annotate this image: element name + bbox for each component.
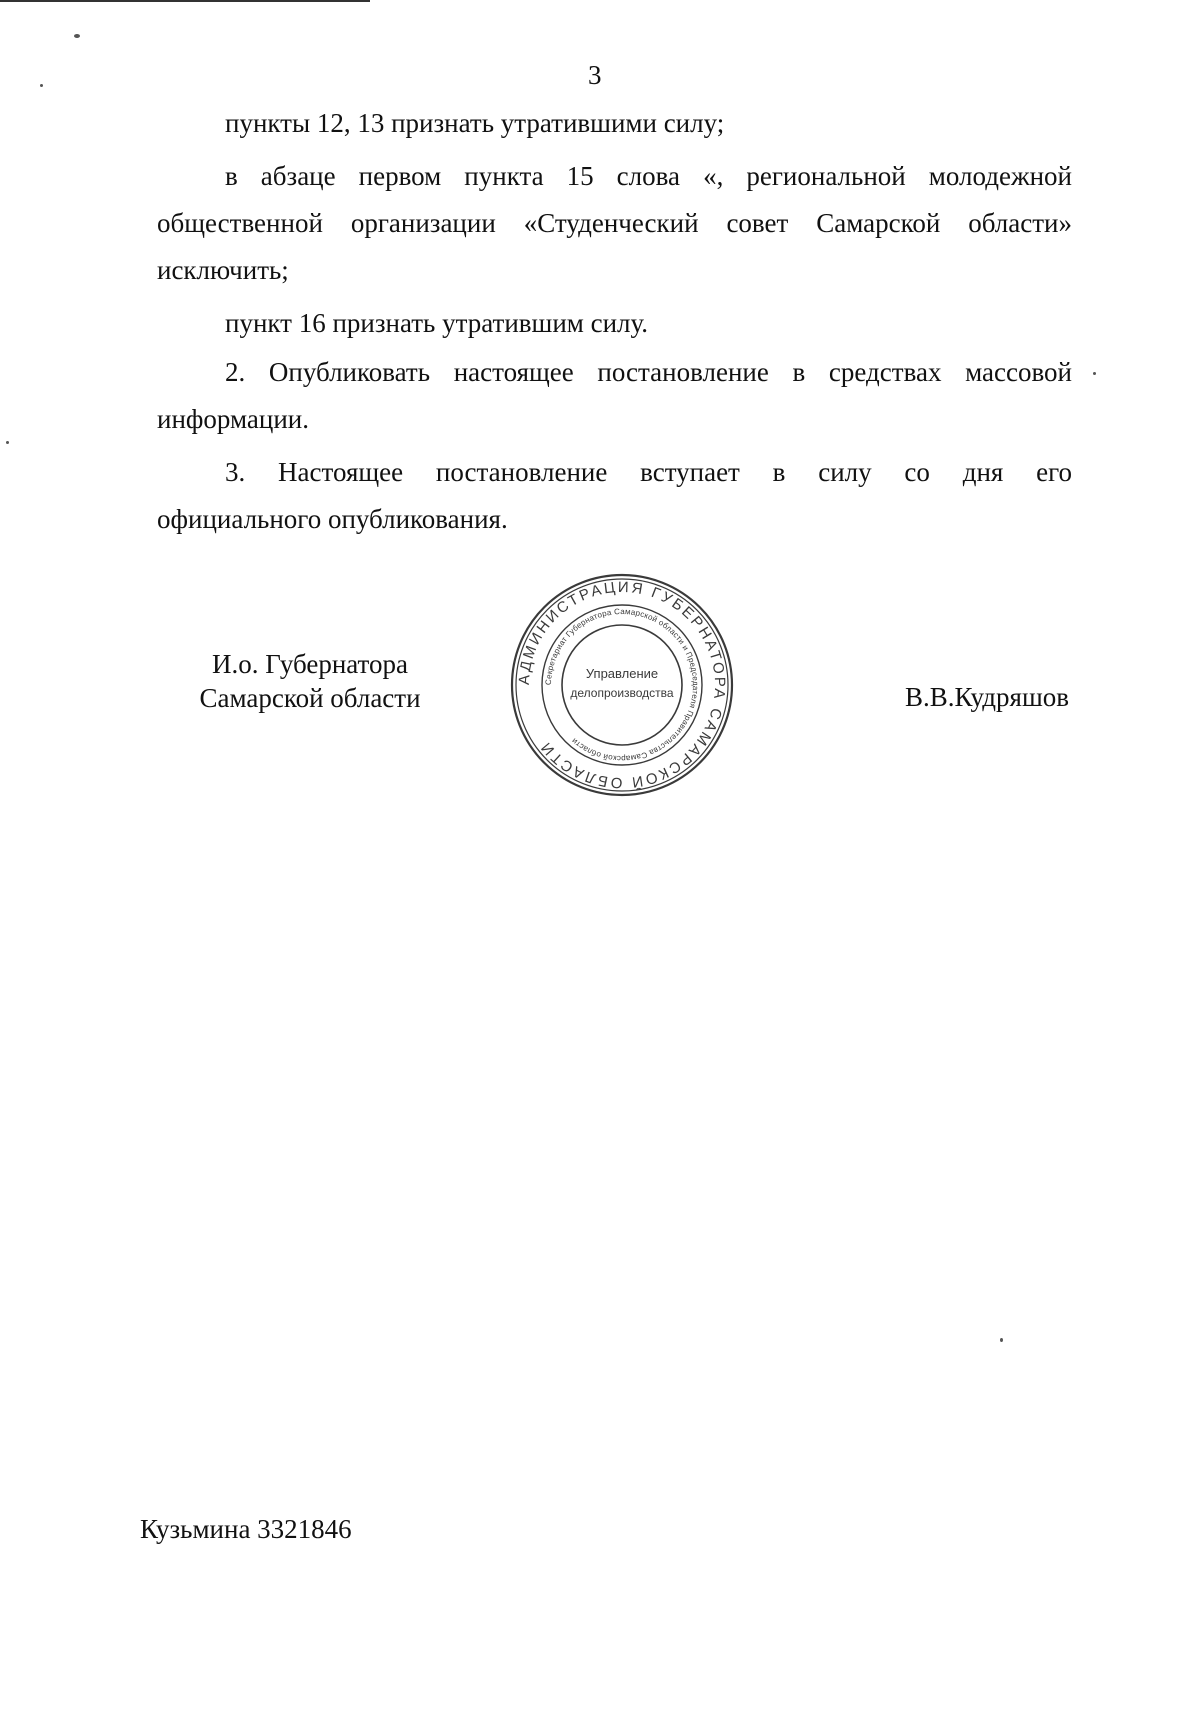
scan-speck bbox=[74, 34, 80, 38]
paragraph-5 bbox=[157, 449, 1072, 543]
paragraph-line: пункты 12, 13 признать утратившими силу; bbox=[225, 108, 725, 138]
paragraph-3 bbox=[157, 300, 1072, 347]
signatory-title-line: Самарской области bbox=[199, 683, 421, 713]
paragraph-line: 3. Настоящее постановление вступает в силу со дня его bbox=[225, 457, 1072, 487]
paragraph-2 bbox=[157, 153, 1072, 294]
executor-contact: Кузьмина 3321846 bbox=[140, 1514, 352, 1544]
scan-speck bbox=[40, 84, 43, 87]
paragraph-1 bbox=[157, 100, 1072, 147]
paragraph-line: в абзаце первом пункта 15 слова «, региональной молодежной bbox=[225, 161, 1072, 191]
official-seal bbox=[509, 572, 735, 798]
paragraph-line: 2. Опубликовать настоящее постановление в средствах массовой bbox=[225, 357, 1072, 387]
paragraph-line: официального опубликования. bbox=[157, 504, 508, 534]
signatory-name: В.В.Кудряшов bbox=[905, 682, 1069, 712]
paragraph-line: исключить; bbox=[157, 255, 289, 285]
seal-inner-ring-text: Секретариат Губернатора Самарской области и Председателя Правительства Самарской области bbox=[543, 606, 701, 764]
seal-center-line: делопроизводства bbox=[570, 686, 674, 700]
seal-outer-text: АДМИНИСТРАЦИЯ ГУБЕРНАТОРА САМАРСКОЙ ОБЛАСТИ bbox=[515, 578, 729, 792]
seal-center-line: Управление bbox=[585, 666, 659, 681]
scan-edge-line bbox=[0, 0, 370, 2]
paragraph-4 bbox=[157, 349, 1072, 443]
paragraph-line: пункт 16 признать утратившим силу. bbox=[225, 308, 649, 338]
paragraph-line: информации. bbox=[157, 404, 309, 434]
paragraph-line: общественной организации «Студенческий совет Самарской области» bbox=[157, 208, 1072, 238]
scan-speck bbox=[1000, 1338, 1003, 1342]
scan-speck bbox=[1093, 372, 1096, 375]
page-number: 3 bbox=[588, 60, 602, 90]
scan-speck bbox=[6, 441, 9, 444]
signatory-title-line: И.о. Губернатора bbox=[211, 649, 408, 679]
signatory-title bbox=[180, 647, 440, 715]
